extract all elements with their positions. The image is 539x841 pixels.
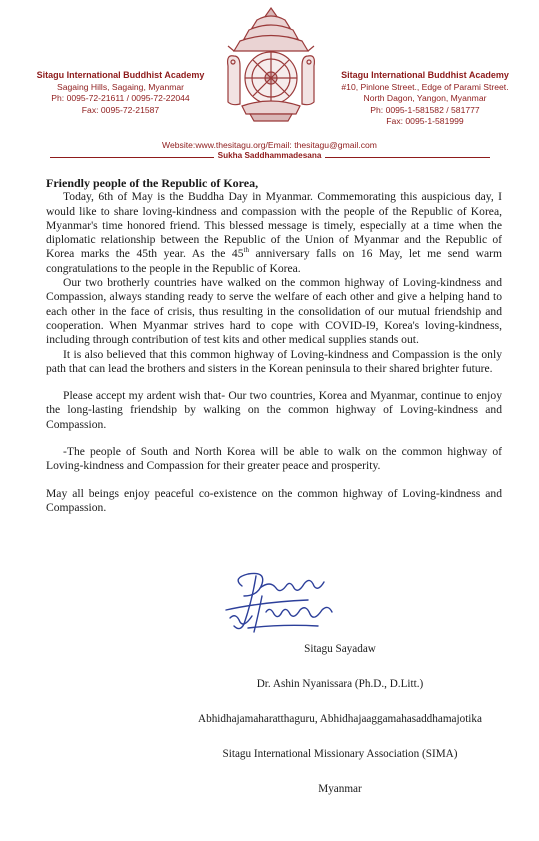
dharma-wheel-emblem-icon (222, 6, 320, 124)
right-org-name: Sitagu International Buddhist Academy (341, 70, 509, 80)
letterhead (0, 0, 539, 170)
signatory-country: Myanmar (318, 783, 362, 795)
signatory-organization: Sitagu International Missionary Association (SIMA) (222, 748, 458, 760)
left-phone-line: Ph: 0095-72-21611 / 0095-72-22044 (51, 93, 190, 104)
paragraph-5: -The people of South and North Korea will be able to walk on the common highway of Loving-kindness and Compassion for their greater peace and prosperity. (46, 445, 502, 473)
right-fax-line: Fax: 0095-1-581999 (386, 116, 464, 127)
motto: Sukha Saddhammadesana (0, 151, 539, 160)
signatory-honorifics: Abhidhajamaharatthaguru, Abhidhajaaggamahasaddhamajotika (198, 713, 482, 725)
paragraph-1: Today, 6th of May is the Buddha Day in Myanmar. Commemorating this auspicious day, I would like to share loving-kindness and compassion with the people of the Republic of Korea, Myanmar's time honored friend. This blessed message is timely, especially at a time when the diplomatic relationship between the Republic of the Union of Myanmar and the Republic of Korea marks the 45th year. As the 45th anniversary falls on 16 May, let me send warm congratulations to the people in the Republic of Korea. (46, 190, 502, 275)
paragraph-3: It is also believed that this common highway of Loving-kindness and Compassion is the only path that can lead the brothers and sisters in the Korean peninsula to their shared brighter future. (46, 347, 502, 375)
left-address-line: Sagaing Hills, Sagaing, Myanmar (56, 81, 185, 92)
left-address-block (18, 70, 223, 116)
paragraph-4: Please accept my ardent wish that- Our two countries, Korea and Myanmar, continue to enjoy the long-lasting friendship by walking on the common highway of Loving-kindness and Compassion. (46, 389, 502, 431)
website-email-line: Website:www.thesitagu.org/Email: thesitagu@gmail.com (162, 140, 377, 150)
right-phone-line: Ph: 0095-1-581582 / 581777 (370, 104, 480, 115)
right-address-line-2: North Dagon, Yangon, Myanmar (363, 93, 487, 104)
right-address-block (320, 70, 530, 128)
signatory-name: Dr. Ashin Nyanissara (Ph.D., D.Litt.) (256, 678, 424, 690)
salutation: Friendly people of the Republic of Korea, (46, 176, 259, 190)
paragraph-2: Our two brotherly countries have walked on the common highway of Loving-kindness and Compassion, always standing ready to serve the welfare of each other and give a helping hand to each other in the face of crisis, thus resulting in the consolidation of our mutual friendship and cooperation. When Myanmar strives hard to cope with COVID-I9, Korea's loving-kindness, including through contribution of test kits and other medical supplies stands out. (46, 276, 502, 347)
letter-body (46, 176, 502, 515)
handwritten-signature-icon (222, 566, 347, 638)
left-org-name: Sitagu International Buddhist Academy (36, 70, 205, 80)
right-address-line-1: #10, Pinlone Street., Edge of Parami Street. (341, 81, 509, 92)
signatory-title: Sitagu Sayadaw (304, 643, 376, 655)
paragraph-6: May all beings enjoy peaceful co-existence on the common highway of Loving-kindness and Compassion. (46, 486, 502, 514)
left-fax-line: Fax: 0095-72-21587 (81, 104, 160, 115)
